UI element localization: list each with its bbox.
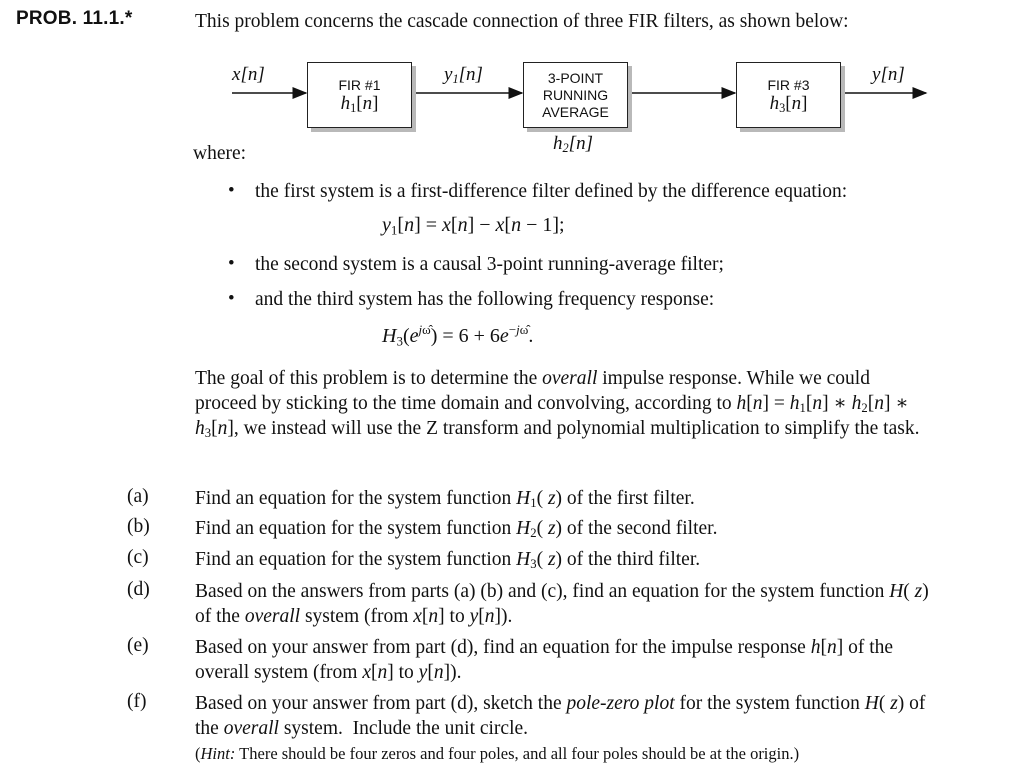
- intro-text: This problem concerns the cascade connection of three FIR filters, as shown below:: [195, 11, 849, 32]
- part-d-letter: (d): [127, 579, 150, 600]
- fir1-title: FIR #1: [338, 76, 381, 93]
- fir1-signal: $h_1[n]$: [340, 92, 379, 115]
- part-d-text: Based on the answers from parts (a) (b) and (c), find an equation for the system function H( z) of the overall system (from x[n] to y[n]).: [195, 581, 929, 627]
- output-signal-label: y[n]: [872, 64, 905, 85]
- frequency-response-equation: $H_3(e^{j\omegâ}) = 6 + 6e^{-j\omegâ}$.: [382, 322, 534, 349]
- block2-line2: RUNNING: [542, 86, 609, 103]
- difference-equation: $y_1[n] = x[n] - x[n - 1]$;: [382, 214, 565, 238]
- where-label: where:: [193, 143, 247, 164]
- bullet-3-text: and the third system has the following frequency response:: [255, 289, 715, 310]
- part-b-letter: (b): [127, 516, 150, 537]
- part-f-letter: (f): [127, 691, 147, 712]
- mid-signal-label: $y_1[n]$: [444, 64, 483, 87]
- part-e-text: Based on your answer from part (d), find an equation for the impulse response h[n] of the overall system (from x[n] to y[n]).: [195, 637, 894, 683]
- input-signal-label: x[n]: [232, 64, 265, 85]
- part-c-letter: (c): [127, 547, 149, 568]
- running-average-block: [523, 62, 628, 128]
- part-b-text: Find an equation for the system function $H_2$( z) of the second filter.: [195, 518, 718, 541]
- part-f-text: Based on your answer from part (d), sketch the pole-zero plot for the system function H( z) of the overall system. Include the unit circle. (Hint: There should be four zeros and four poles, and all four poles should be at the origin.): [195, 693, 926, 763]
- fir3-title: FIR #3: [767, 76, 810, 93]
- bullet-dot: •: [228, 288, 235, 309]
- diagram-arrows: [0, 0, 1024, 160]
- hint-text: (Hint: There should be four zeros and four poles, and all four poles should be at the origin.): [195, 744, 800, 763]
- part-a-text: Find an equation for the system function $H_1$( z) of the first filter.: [195, 488, 695, 511]
- bullet-dot: •: [228, 253, 235, 274]
- block2-signal: $h_2[n]$: [553, 133, 593, 156]
- fir3-block: [736, 62, 841, 128]
- fir1-block: [307, 62, 412, 128]
- block2-line3: AVERAGE: [542, 103, 609, 120]
- fir3-signal: $h_3[n]$: [769, 92, 808, 115]
- part-c-text: Find an equation for the system function $H_3$( z) of the third filter.: [195, 549, 701, 572]
- bullet-2-text: the second system is a causal 3-point running-average filter;: [255, 254, 724, 275]
- bullet-dot: •: [228, 180, 235, 201]
- part-a-letter: (a): [127, 486, 149, 507]
- problem-label: PROB. 11.1.*: [16, 8, 133, 29]
- part-e-letter: (e): [127, 635, 149, 656]
- bullet-1-text: the first system is a first-difference filter defined by the difference equation:: [255, 181, 848, 202]
- block2-line1: 3-POINT: [547, 69, 604, 86]
- goal-paragraph: The goal of this problem is to determine the overall impulse response. While we could proceed by sticking to the time domain and convolving, according to $h[n] = h_1[n]$ ∗ $h_2[n]$ ∗ $h_3[n]$, we instead will use the Z transform and polynomial multiplication to simplify the task.: [195, 368, 920, 441]
